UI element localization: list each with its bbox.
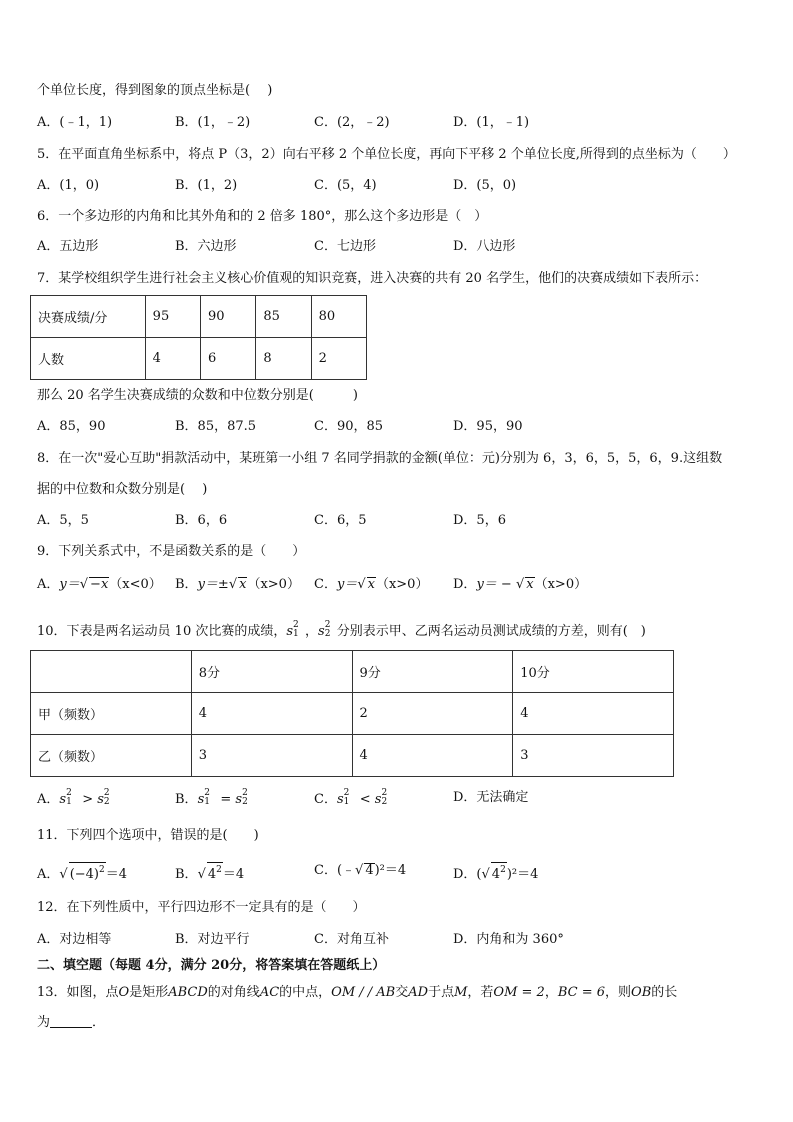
q7-option-a: A．85，90	[37, 419, 106, 434]
q7-table-cell: 95	[145, 296, 200, 338]
q10-option-c: C．s 2 1 < s 2 2	[314, 788, 388, 807]
q12-option-c: C．对角互补	[314, 932, 389, 947]
q4-options	[37, 114, 757, 132]
q9-c-radicand: x	[367, 577, 375, 592]
q7-table-row-counts	[31, 338, 367, 380]
q9-d-lhs: y＝ −	[476, 577, 516, 592]
q13-text: O	[118, 985, 130, 1000]
q11-a-radicand-text: (−4)	[69, 867, 99, 882]
q7-table-cell: 85	[256, 296, 311, 338]
q7-table-cell: 4	[145, 338, 200, 380]
q10-frequency-table	[30, 650, 674, 777]
q13-stem-line1	[37, 984, 677, 1002]
q6-option-c: C．七边形	[314, 239, 376, 254]
q10-option-a: A．s 2 1 > s 2 2	[37, 788, 110, 807]
q10-b-label: B．	[175, 792, 198, 807]
q7-table-cell: 2	[311, 338, 366, 380]
q10-option-b: B．s 2 1 = s 2 2	[175, 788, 248, 807]
q6-option-b: B．六边形	[175, 239, 237, 254]
q13-text: 的长	[651, 985, 678, 1000]
q10-table-row	[31, 693, 674, 735]
q11-stem: 11．下列四个选项中，错误的是( )	[37, 828, 259, 843]
q9-d-label: D．	[453, 577, 477, 592]
q11-option-c: C．(﹣√ 4)²＝4	[314, 863, 407, 878]
q9-a-condition: （x<0）	[109, 577, 162, 592]
q13-stem-line2	[37, 1014, 105, 1032]
q4-stem: 个单位长度，得到图象的顶点坐标是( )	[37, 83, 273, 98]
q11-c-radicand: 4	[365, 863, 374, 878]
q8-options	[37, 512, 757, 530]
q9-a-lhs: y＝	[59, 577, 80, 592]
q12-stem: 12．在下列性质中，平行四边形不一定具有的是（ ）	[37, 900, 366, 915]
q7-table-count-label: 人数	[31, 338, 146, 380]
q5-option-c: C．(5，4)	[314, 178, 377, 193]
q10-options	[37, 789, 757, 807]
q10-stem-part2: 分别表示甲、乙两名运动员测试成绩的方差，则有( )	[336, 624, 646, 639]
q13-text: 的对角线	[207, 985, 260, 1000]
q11-option-d: D．(√ $4^2)^2=4$	[453, 862, 538, 884]
q9-a-radicand: −x	[90, 577, 109, 592]
q8-option-a: A．5，5	[37, 513, 89, 528]
q10-table-header: 8分	[191, 651, 352, 693]
q9-b-lhs: y＝±	[197, 577, 229, 592]
q7-table-cell: 6	[201, 338, 256, 380]
q5-stem: 5．在平面直角坐标系中，将点 P（3，2）向右平移 2 个单位长度，再向下平移 2 个单位长度,所得到的点坐标为（ ）	[37, 147, 736, 162]
q9-option-a: A．y＝√ −x（x<0）	[37, 577, 162, 592]
q13-answer-blank[interactable]	[50, 1015, 92, 1028]
q7-option-c: C．90，85	[314, 419, 384, 434]
q12-option-d: D．内角和为 360°	[453, 932, 564, 947]
q12-options	[37, 931, 757, 949]
q11-a-tail: ＝4	[105, 867, 128, 882]
q7-table-header-label: 决赛成绩/分	[31, 296, 146, 338]
q10-c-relation: <	[355, 792, 375, 807]
q4-option-d: D．(1，﹣1)	[453, 115, 530, 130]
q10-table-cell: 乙（频数）	[31, 735, 192, 777]
q6-option-a: A．五边形	[37, 239, 99, 254]
q13-text: ，	[544, 985, 558, 1000]
q13-text: 的中点，	[279, 985, 332, 1000]
q10-table-header: 9分	[352, 651, 513, 693]
q11-d-radicand: $4^2$	[491, 862, 507, 882]
q9-options	[37, 576, 757, 594]
section-heading: 二、填空题（每题 4分，满分 20分，将答案填在答题纸上）	[37, 958, 386, 973]
q5-option-a: A．(1，0)	[37, 178, 100, 193]
q9-b-radicand: x	[239, 577, 247, 592]
q11-b-tail: ＝4	[222, 867, 245, 882]
q10-option-d: D．无法确定	[453, 790, 529, 805]
q7-table-row-scores	[31, 296, 367, 338]
q13-text: 交	[395, 985, 409, 1000]
q7-option-d: D．95，90	[453, 419, 523, 434]
q9-option-d: D．y＝ − √ x（x>0）	[453, 577, 588, 592]
q4-option-c: C．(2，﹣2)	[314, 115, 390, 130]
q10-table-header: 10分	[513, 651, 674, 693]
q7-table-cell: 80	[311, 296, 366, 338]
q10-stem-part1: 10．下表是两名运动员 10 次比赛的成绩，	[37, 624, 287, 639]
q10-c-label: C．	[314, 792, 337, 807]
q9-d-radicand: x	[526, 577, 534, 592]
q8-stem-line1: 8．在一次"爱心互助"捐款活动中，某班第一小组 7 名同学捐款的金额(单位：元)分别为 6，3，6，5，5，6，9.这组数	[37, 451, 723, 466]
q6-options	[37, 238, 757, 256]
q13-text: OM = 2	[493, 985, 545, 1000]
q11-option-b: B．√ $4^2=4$	[175, 862, 244, 884]
q5-option-d: D．(5，0)	[453, 178, 517, 193]
q5-option-b: B．(1，2)	[175, 178, 238, 193]
q11-c-label: C．(﹣	[314, 863, 356, 878]
q13-text: AD	[408, 985, 429, 1000]
q11-options	[37, 862, 757, 880]
q11-d-tail: )²＝4	[506, 867, 539, 882]
q10-table-header	[31, 651, 192, 693]
q8-option-d: D．5，6	[453, 513, 506, 528]
q9-a-label: A．	[37, 577, 60, 592]
q11-a-radicand: $(-4)^2$	[69, 862, 106, 882]
q8-stem-line2: 据的中位数和众数分别是( )	[37, 482, 208, 497]
q10-stem: 10．下表是两名运动员 10 次比赛的成绩，s 2 1 ，s 2 2 分别表示甲、乙两名运动员测试成绩的方差，则有( )	[37, 620, 646, 639]
q7-question: 那么 20 名学生决赛成绩的众数和中位数分别是( )	[37, 388, 358, 403]
q11-d-label: D．(	[453, 867, 482, 882]
q10-b-relation: =	[216, 792, 236, 807]
q9-c-label: C．	[314, 577, 337, 592]
q4-option-b: B．(1，﹣2)	[175, 115, 251, 130]
q9-option-c: C．y＝√ x（x>0）	[314, 577, 429, 592]
q10-table-cell: 3	[191, 735, 352, 777]
q8-option-c: C．6，5	[314, 513, 367, 528]
q9-d-condition: （x>0）	[534, 577, 588, 592]
q10-table-cell: 3	[513, 735, 674, 777]
q11-b-radicand: $4^2$	[207, 862, 223, 882]
q13-text: M	[454, 985, 468, 1000]
q10-table-cell: 4	[513, 693, 674, 735]
q13-text: ，若	[467, 985, 494, 1000]
q6-option-d: D．八边形	[453, 239, 516, 254]
q7-option-b: B．85，87.5	[175, 419, 257, 434]
q13-text: 13．如图，点	[37, 985, 119, 1000]
q10-table-cell: 4	[191, 693, 352, 735]
q7-table-cell: 8	[256, 338, 311, 380]
q5-options	[37, 177, 757, 195]
q13-text: AC	[259, 985, 280, 1000]
q8-option-b: B．6，6	[175, 513, 228, 528]
q11-c-tail: )²＝4	[374, 863, 407, 878]
q12-option-a: A．对边相等	[37, 932, 112, 947]
q6-stem: 6．一个多边形的内角和比其外角和的 2 倍多 180°，那么这个多边形是（ ）	[37, 209, 488, 224]
q9-c-lhs: y＝	[336, 577, 358, 592]
q7-stem: 7．某学校组织学生进行社会主义核心价值观的知识竞赛，进入决赛的共有 20 名学生，他们的决赛成绩如下表所示：	[37, 271, 708, 286]
q13-text: ．	[92, 1015, 106, 1030]
q13-text: 是矩形	[129, 985, 169, 1000]
q11-b-radicand-text: 4	[207, 867, 217, 882]
q11-a-label: A．	[37, 867, 60, 882]
q13-text: 为	[37, 1015, 51, 1030]
q11-d-radicand-text: 4	[491, 867, 501, 882]
q11-b-label: B．	[175, 867, 198, 882]
q13-text: ，则	[605, 985, 632, 1000]
q10-table-cell: 甲（频数）	[31, 693, 192, 735]
q10-table-cell: 4	[352, 735, 513, 777]
q9-stem: 9．下列关系式中，不是函数关系的是（ ）	[37, 544, 306, 559]
q9-option-b: B．y＝±√ x（x>0）	[175, 577, 300, 592]
q11-option-a: A．√ $(-4)^2=4$	[37, 862, 127, 884]
q12-option-b: B．对边平行	[175, 932, 250, 947]
q9-b-label: B．	[175, 577, 198, 592]
q10-table-row	[31, 735, 674, 777]
q13-text: 于点	[428, 985, 455, 1000]
q7-table-cell: 90	[201, 296, 256, 338]
q7-options	[37, 418, 757, 436]
q10-table-cell: 2	[352, 693, 513, 735]
q10-a-relation: >	[78, 792, 98, 807]
q10-a-label: A．	[37, 792, 60, 807]
q10-table-header-row	[31, 651, 674, 693]
q9-c-condition: （x>0）	[375, 577, 429, 592]
q13-text: ABCD	[168, 985, 208, 1000]
q9-b-condition: （x>0）	[247, 577, 300, 592]
q13-text: OM / / AB	[331, 985, 396, 1000]
q4-option-a: A．(﹣1，1)	[37, 115, 113, 130]
q7-score-table	[30, 295, 367, 380]
q13-text: OB	[631, 985, 652, 1000]
q13-text: BC = 6	[557, 985, 606, 1000]
